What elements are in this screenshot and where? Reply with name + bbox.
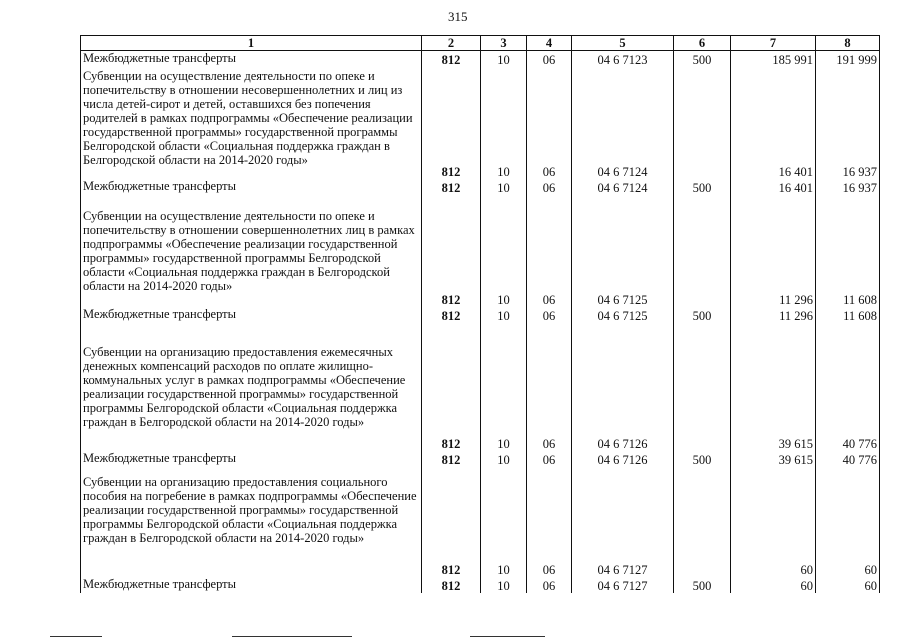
- cell-admin-code: 812: [422, 323, 481, 451]
- cell-amount-2: 16 937: [816, 179, 880, 195]
- cell-amount-2: 11 608: [816, 307, 880, 323]
- row-name: Межбюджетные трансферты: [81, 179, 422, 195]
- cell-subsection: 06: [527, 51, 572, 67]
- row-name: Межбюджетные трансферты: [81, 451, 422, 467]
- page-number: 315: [448, 9, 468, 24]
- cell-subsection: 06: [527, 323, 572, 451]
- cell-section: 10: [481, 577, 527, 593]
- header-col-8: 8: [816, 36, 880, 51]
- row-name: Межбюджетные трансферты: [81, 577, 422, 593]
- cell-subsection: 06: [527, 67, 572, 179]
- cell-amount-1: 39 615: [731, 451, 816, 467]
- cell-expense-type: 500: [674, 451, 731, 467]
- cell-admin-code: 812: [422, 51, 481, 67]
- cell-subsection: 06: [527, 451, 572, 467]
- table-row: [81, 467, 880, 577]
- cell-section: 10: [481, 51, 527, 67]
- cell-subsection: 06: [527, 307, 572, 323]
- cell-target-item: 04 6 7126: [572, 323, 674, 451]
- table-row: [81, 451, 880, 467]
- cell-section: 10: [481, 451, 527, 467]
- cell-expense-type: 500: [674, 577, 731, 593]
- table-row: [81, 67, 880, 179]
- cell-expense-type: [674, 67, 731, 179]
- cell-amount-2: 40 776: [816, 323, 880, 451]
- cell-section: 10: [481, 179, 527, 195]
- header-col-4: 4: [527, 36, 572, 51]
- cell-expense-type: 500: [674, 307, 731, 323]
- cell-admin-code: 812: [422, 195, 481, 307]
- table-row: [81, 179, 880, 195]
- cell-section: 10: [481, 323, 527, 451]
- cell-amount-2: 11 608: [816, 195, 880, 307]
- cell-admin-code: 812: [422, 307, 481, 323]
- row-name: Субвенции на организацию предоставления ежемесячных денежных компенсаций расходов по оплате жилищно-коммунальных услуг в рамках подпрограммы «Обеспечение реализации государственной программы» государственной программы Белгородской области «Социальная поддержка граждан в Белгородской области на 2014-2020 годы»: [81, 323, 422, 451]
- bottom-rule-middle: [232, 636, 352, 637]
- cell-amount-1: 60: [731, 577, 816, 593]
- cell-section: 10: [481, 307, 527, 323]
- cell-admin-code: 812: [422, 467, 481, 577]
- cell-target-item: 04 6 7127: [572, 577, 674, 593]
- cell-subsection: 06: [527, 195, 572, 307]
- cell-section: 10: [481, 467, 527, 577]
- cell-target-item: 04 6 7125: [572, 195, 674, 307]
- header-row: [81, 36, 880, 51]
- table-row: [81, 307, 880, 323]
- cell-admin-code: 812: [422, 67, 481, 179]
- cell-amount-2: 60: [816, 577, 880, 593]
- cell-expense-type: [674, 323, 731, 451]
- cell-subsection: 06: [527, 179, 572, 195]
- table-row: [81, 51, 880, 67]
- cell-amount-1: 11 296: [731, 195, 816, 307]
- cell-amount-1: 60: [731, 467, 816, 577]
- cell-target-item: 04 6 7125: [572, 307, 674, 323]
- cell-amount-2: 16 937: [816, 67, 880, 179]
- cell-admin-code: 812: [422, 451, 481, 467]
- bottom-rule-right: [470, 636, 545, 637]
- cell-amount-1: 39 615: [731, 323, 816, 451]
- cell-expense-type: [674, 467, 731, 577]
- table-row: [81, 577, 880, 593]
- row-name: Субвенции на осуществление деятельности по опеке и попечительству в отношении несовершеннолетних и лиц из числа детей-сирот и детей, оставшихся без попечения родителей в рамках подпрограммы «Обеспечение реализации государственной программы» государственной программы Белгородской области «Социальная поддержка граждан в Белгородской области на 2014-2020 годы»: [81, 67, 422, 179]
- budget-table: [80, 35, 880, 593]
- row-name: Субвенции на осуществление деятельности по опеке и попечительству в отношении совершеннолетних лиц в рамках подпрограммы «Обеспечение реализации государственной программы» государственной программы Белгородской области «Социальная поддержка граждан в Белгородской области на 2014-2020 годы»: [81, 195, 422, 307]
- table-row: [81, 195, 880, 307]
- header-col-6: 6: [674, 36, 731, 51]
- row-name: Межбюджетные трансферты: [81, 51, 422, 67]
- cell-target-item: 04 6 7127: [572, 467, 674, 577]
- cell-amount-2: 40 776: [816, 451, 880, 467]
- cell-subsection: 06: [527, 577, 572, 593]
- header-col-1: 1: [81, 36, 422, 51]
- cell-target-item: 04 6 7124: [572, 67, 674, 179]
- cell-expense-type: [674, 195, 731, 307]
- cell-target-item: 04 6 7123: [572, 51, 674, 67]
- cell-target-item: 04 6 7124: [572, 179, 674, 195]
- header-col-3: 3: [481, 36, 527, 51]
- header-col-7: 7: [731, 36, 816, 51]
- row-name: Субвенции на организацию предоставления социального пособия на погребение в рамках подпрограммы «Обеспечение реализации государственной программы» государственной программы Белгородской области «Социальная поддержка граждан в Белгородской области на 2014-2020 годы»: [81, 467, 422, 577]
- cell-amount-1: 185 991: [731, 51, 816, 67]
- cell-admin-code: 812: [422, 179, 481, 195]
- header-col-5: 5: [572, 36, 674, 51]
- cell-section: 10: [481, 67, 527, 179]
- table-row: [81, 323, 880, 451]
- cell-amount-1: 16 401: [731, 179, 816, 195]
- cell-expense-type: 500: [674, 179, 731, 195]
- cell-amount-1: 11 296: [731, 307, 816, 323]
- cell-admin-code: 812: [422, 577, 481, 593]
- cell-target-item: 04 6 7126: [572, 451, 674, 467]
- row-name: Межбюджетные трансферты: [81, 307, 422, 323]
- cell-subsection: 06: [527, 467, 572, 577]
- cell-amount-2: 60: [816, 467, 880, 577]
- header-col-2: 2: [422, 36, 481, 51]
- cell-expense-type: 500: [674, 51, 731, 67]
- cell-section: 10: [481, 195, 527, 307]
- bottom-rule-left: [50, 636, 102, 637]
- cell-amount-2: 191 999: [816, 51, 880, 67]
- cell-amount-1: 16 401: [731, 67, 816, 179]
